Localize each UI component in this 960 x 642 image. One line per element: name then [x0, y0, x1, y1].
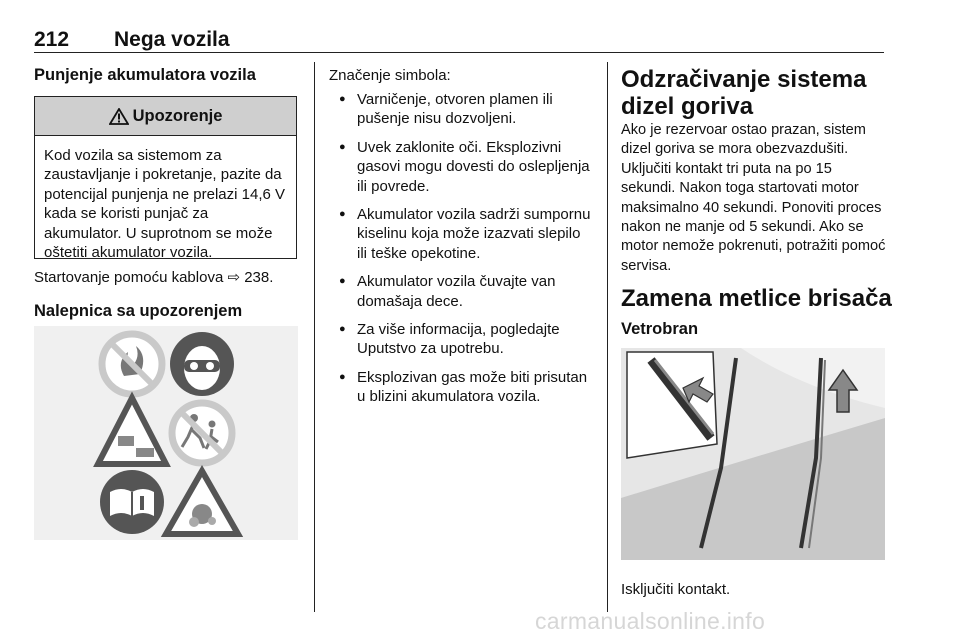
- jump-start-line: [34, 268, 304, 287]
- jump-start-page-ref[interactable]: 238.: [244, 269, 274, 286]
- column-divider: [607, 62, 608, 612]
- symbols-intro: Značenje simbola:: [329, 67, 451, 84]
- warning-text: Kod vozila sa sistemom za zaustavljanje i pokretanje, pazite da potencijal punjenja ne prelazi 14,6 V kada se koristi punjač za akumulator. U suprotnom se može oštetiti akumulator vozila.: [44, 147, 286, 262]
- list-item: ● Eksplozivan gas može biti prisutan u blizini akumulatora vozila.: [329, 368, 591, 407]
- symbols-list: [329, 90, 591, 416]
- ignition-off-text: Isključiti kontakt.: [621, 581, 731, 598]
- wiper-replacement-title: Zamena metlice brisača: [621, 285, 892, 312]
- warning-box: [34, 96, 297, 262]
- header-rule: [34, 52, 884, 53]
- warning-triangle-icon: [109, 108, 129, 125]
- read-manual-icon: [100, 470, 164, 534]
- diesel-bleeding-text: Ako je rezervoar ostao prazan, sistem dizel goriva se mora obezvazdušiti. Uključiti kontakt tri puta na po 15 sekundi. Nakon toga startovati motor maksimalno 40 sekundi. Ponoviti proces nakon ne manje od 5 sekundi. Ako se motor nemože pokrenuti, potražiti pomoć servisa.: [621, 122, 886, 274]
- section-title-battery-charging: Punjenje akumulatora vozila: [34, 66, 256, 84]
- warning-label-title: Nalepnica sa upozorenjem: [34, 302, 243, 320]
- keep-away-children-icon: [172, 403, 232, 463]
- no-fire-icon: [102, 334, 162, 394]
- warning-header: [35, 97, 296, 136]
- detail-inset: [627, 352, 717, 458]
- warning-title: Upozorenje: [132, 106, 223, 125]
- page-ref-arrow-icon: ⇨: [227, 269, 241, 286]
- column-divider: [314, 62, 315, 612]
- page-header-title: Nega vozila: [114, 28, 230, 51]
- battery-warning-label-image: [34, 326, 298, 540]
- windshield-subtitle: Vetrobran: [621, 320, 699, 338]
- watermark: carmanualsonline.info: [535, 608, 766, 634]
- wiper-blade-illustration: [621, 348, 885, 560]
- list-item: ● Za više informacija, pogledajte Uputstvo za upotrebu.: [329, 320, 591, 359]
- page-number: 212: [34, 28, 70, 51]
- jump-start-text: Startovanje pomoću kablova: [34, 269, 224, 286]
- list-item: ● Akumulator vozila čuvajte van domašaja dece.: [329, 272, 591, 311]
- list-item: ● Varničenje, otvoren plamen ili pušenje nisu dozvoljeni.: [329, 90, 591, 129]
- diesel-bleeding-title: Odzračivanje sistema dizel goriva: [621, 66, 867, 120]
- list-item: ● Akumulator vozila sadrži sumpornu kiselinu koja može izazvati slepilo ili teške opekotine.: [329, 205, 591, 263]
- eye-protection-icon: [170, 332, 234, 396]
- list-item: ● Uvek zaklonite oči. Eksplozivni gasovi mogu dovesti do oslepljenja ili povrede.: [329, 138, 591, 196]
